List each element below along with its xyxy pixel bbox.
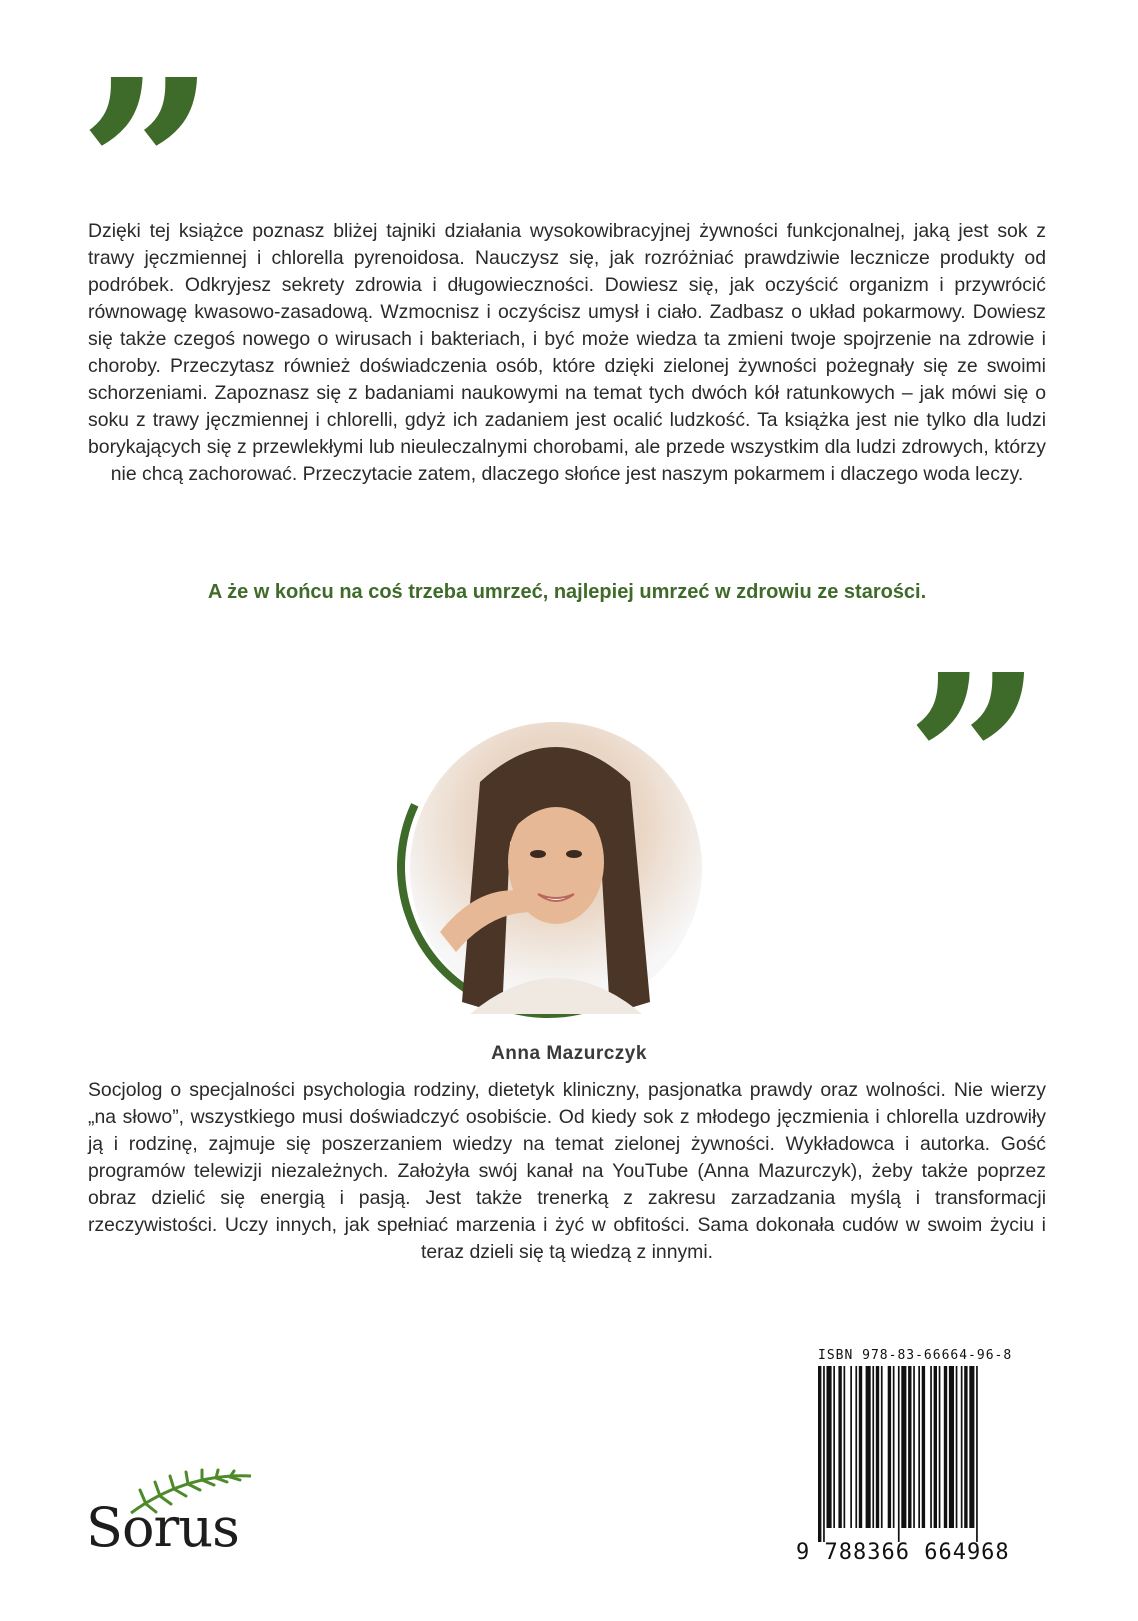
author-photo-illustration [410,722,702,1014]
author-bio: Socjolog o specjalności psychologia rodziny, dietetyk kliniczny, pasjonatka prawdy oraz wolności. Nie wierzy „na słowo”, wszystkiego musi doświadczyć osobiście. Od kiedy sok z młodego jęczmienia i chlorella uzdrowiły ją i rodzinę, zajmuje się poszerzaniem wiedzy na temat zielonej żywności. Wykładowca i autorka. Gość programów telewizji niezależnych. Założyła swój kanał na YouTube (Anna Mazurczyk), żeby także poprzez obraz dzielić się energią i pasją. Jest także trenerką z zakresu zarzadzania myślą i transformacji rzeczywistości. Uczy innych, jak spełniać marzenia i żyć w obfitości. Sama dokonała cudów w swoim życiu i teraz dzieli się tą wiedzą z innymi. [88,1079,1046,1263]
author-photo [410,722,702,1014]
author-name: Anna Mazurczyk [491,1043,647,1064]
book-tagline: A że w końcu na coś trzeba umrzeć, najlepiej umrzeć w zdrowiu ze starości. [207,581,927,603]
publisher-name: Sorus [86,1496,239,1559]
publisher-logo [86,1468,256,1558]
quote-mark-bottom-icon: ” [905,622,1044,904]
isbn-barcode [818,1366,1030,1542]
isbn-label: ISBN 978-83-66664-96-8 [818,1348,1013,1363]
book-description: Dzięki tej książce poznasz bliżej tajniki działania wysokowibracyjnej żywności funkcjonalnej, jaką jest sok z trawy jęczmiennej i chlorella pyrenoidosa. Nauczysz się, jak rozróżniać prawdziwie lecznicze produkty od podróbek. Odkryjesz sekrety zdrowia i długowieczności. Dowiesz się, jak oczyścić organizm i przywrócić równowagę kwasowo-zasadową. Wzmocnisz i oczyścisz umysł i ciało. Zadbasz o układ pokarmowy. Dowiesz się także czegoś nowego o wirusach i bakteriach, i być może wiedza ta zmieni twoje spojrzenie na zdrowie i choroby. Przeczytasz również doświadczenia osób, które dzięki zielonej żywności pożegnały się ze swoimi schorzeniami. Zapoznasz się z badaniami naukowymi na temat tych dwóch kół ratunkowych – jak mówi się o soku z trawy jęczmiennej i chlorelli, gdyż ich zadaniem jest ocalić ludzkość. Ta książka jest nie tylko dla ludzi borykających się z przewlekłymi lub nieuleczalnymi chorobami, ale przede wszystkim dla ludzi zdrowych, którzy nie chcą zachorować. Przeczytacie zatem, dlaczego słońce jest naszym pokarmem i dlaczego woda leczy. [88,220,1046,485]
barcode-digits: 9 788366 664968 [796,1540,1010,1565]
quote-mark-top-icon: ” [78,27,217,309]
